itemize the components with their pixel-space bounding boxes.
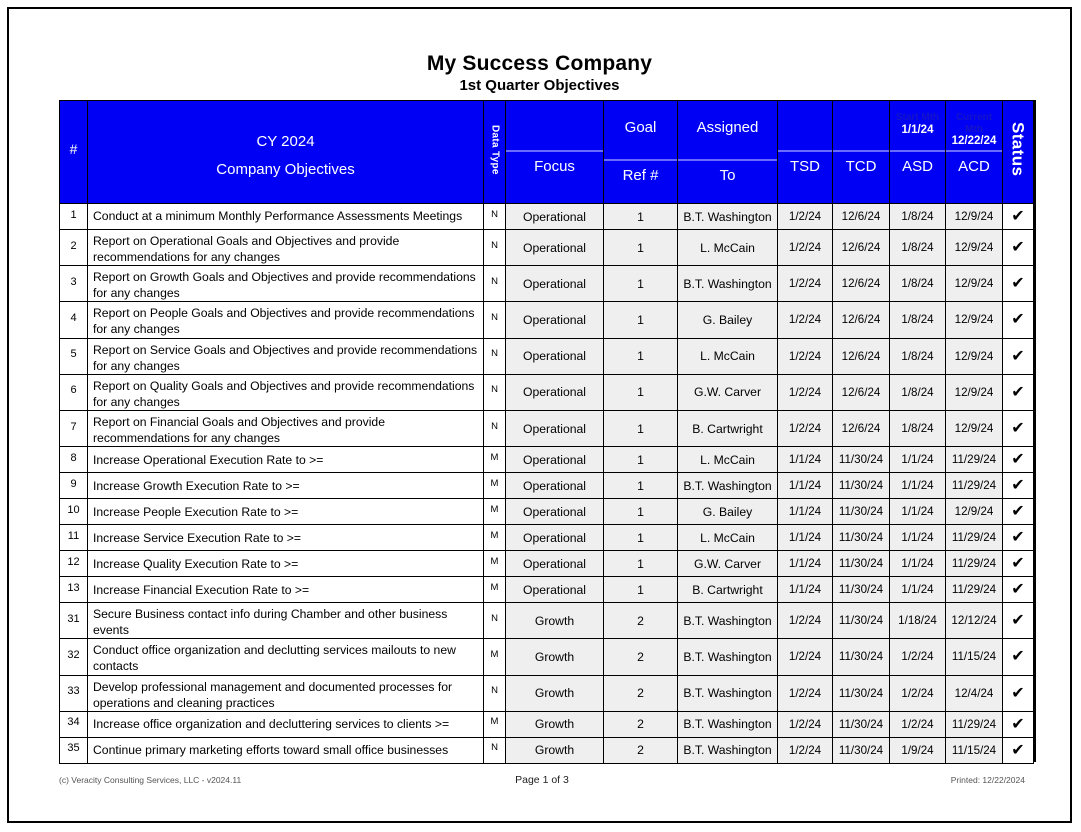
row-data-type: N [484,204,506,230]
row-status-check-icon[interactable]: ✔ [1003,473,1034,499]
document-titles [9,9,1070,94]
col-header-status-label: Status [1008,122,1028,177]
header-row [60,101,1034,204]
row-tcd: 12/6/24 [833,338,890,374]
row-asd: 1/9/24 [890,737,946,763]
table-row[interactable] [60,302,1034,338]
col-header-goal-label: Ref # [604,160,677,203]
table-row[interactable] [60,230,1034,266]
row-status-check-icon[interactable]: ✔ [1003,204,1034,230]
row-asd: 1/8/24 [890,266,946,302]
row-goal-ref: 1 [604,525,678,551]
row-acd: 12/9/24 [946,230,1003,266]
row-acd: 12/9/24 [946,499,1003,525]
row-goal-ref: 2 [604,737,678,763]
objectives-table-wrap [59,100,1028,764]
row-number: 10 [60,499,88,525]
col-header-status [1003,101,1034,204]
row-goal-ref: 2 [604,675,678,711]
row-objective: Report on Quality Goals and Objectives and provide recommendations for any changes [88,374,484,410]
row-acd: 12/9/24 [946,204,1003,230]
row-assigned-to: B.T. Washington [678,639,778,675]
row-data-type: M [484,473,506,499]
row-assigned-to: G. Bailey [678,499,778,525]
row-asd: 1/1/24 [890,577,946,603]
row-goal-ref: 1 [604,551,678,577]
row-status-check-icon[interactable]: ✔ [1003,410,1034,446]
row-focus: Growth [506,675,604,711]
row-tsd: 1/2/24 [778,711,833,737]
row-objective: Increase Service Execution Rate to >= [88,525,484,551]
row-tcd: 11/30/24 [833,447,890,473]
row-asd: 1/1/24 [890,447,946,473]
row-tcd: 12/6/24 [833,374,890,410]
row-number: 11 [60,525,88,551]
row-status-check-icon[interactable]: ✔ [1003,603,1034,639]
current-month-label: Current Mth [955,112,993,135]
row-assigned-to: B. Cartwright [678,410,778,446]
row-asd: 1/8/24 [890,374,946,410]
row-focus: Growth [506,603,604,639]
row-objective: Increase office organization and decluttering services to clients >= [88,711,484,737]
col-header-tcd-top [833,110,889,151]
table-row[interactable] [60,675,1034,711]
row-tsd: 1/2/24 [778,338,833,374]
row-data-type: N [484,675,506,711]
row-goal-ref: 1 [604,499,678,525]
row-number: 7 [60,410,88,446]
table-row[interactable] [60,711,1034,737]
row-goal-ref: 1 [604,447,678,473]
row-focus: Operational [506,338,604,374]
row-tcd: 12/6/24 [833,302,890,338]
row-acd: 12/4/24 [946,675,1003,711]
row-goal-ref: 1 [604,266,678,302]
start-month-date: 1/1/24 [901,123,934,136]
row-acd: 11/29/24 [946,551,1003,577]
row-acd: 11/29/24 [946,711,1003,737]
col-header-acd-top [946,110,1002,151]
row-number: 35 [60,737,88,763]
row-number: 13 [60,577,88,603]
row-asd: 1/18/24 [890,603,946,639]
row-goal-ref: 1 [604,473,678,499]
row-focus: Growth [506,737,604,763]
col-header-acd-label: ACD [946,151,1002,194]
row-tsd: 1/1/24 [778,577,833,603]
col-header-tcd-label: TCD [833,151,889,194]
row-acd: 12/9/24 [946,266,1003,302]
row-data-type: M [484,499,506,525]
row-data-type: N [484,266,506,302]
col-header-tsd [778,101,833,204]
col-header-number: # [60,101,88,204]
row-tsd: 1/2/24 [778,302,833,338]
footer-page-number: Page 1 of 3 [515,774,569,786]
row-tcd: 11/30/24 [833,551,890,577]
col-header-goal [604,101,678,204]
row-objective: Conduct at a minimum Monthly Performance Assessments Meetings [88,204,484,230]
row-asd: 1/8/24 [890,410,946,446]
row-assigned-to: B.T. Washington [678,711,778,737]
row-asd: 1/8/24 [890,204,946,230]
row-data-type: N [484,230,506,266]
row-data-type: M [484,447,506,473]
row-number: 1 [60,204,88,230]
row-acd: 12/9/24 [946,374,1003,410]
row-objective: Conduct office organization and declutting services mailouts to new contacts [88,639,484,675]
row-asd: 1/8/24 [890,338,946,374]
row-status-check-icon[interactable]: ✔ [1003,525,1034,551]
row-tcd: 11/30/24 [833,675,890,711]
row-asd: 1/1/24 [890,499,946,525]
row-status-check-icon[interactable]: ✔ [1003,737,1034,763]
row-objective: Report on Financial Goals and Objectives and provide recommendations for any changes [88,410,484,446]
page-sheet [7,7,1072,823]
col-header-objectives [88,101,484,204]
row-objective: Increase Quality Execution Rate to >= [88,551,484,577]
row-focus: Operational [506,499,604,525]
row-tcd: 11/30/24 [833,639,890,675]
row-tsd: 1/1/24 [778,447,833,473]
row-assigned-to: B.T. Washington [678,603,778,639]
row-goal-ref: 1 [604,302,678,338]
col-header-goal-top: Goal [604,101,677,160]
row-number: 31 [60,603,88,639]
row-number: 32 [60,639,88,675]
col-header-asd [890,101,946,204]
row-assigned-to: B.T. Washington [678,266,778,302]
row-focus: Operational [506,410,604,446]
row-goal-ref: 2 [604,603,678,639]
row-tcd: 11/30/24 [833,603,890,639]
row-tcd: 11/30/24 [833,711,890,737]
row-asd: 1/2/24 [890,711,946,737]
col-header-focus-label: Focus [506,151,603,194]
col-header-assigned [678,101,778,204]
row-status-check-icon[interactable]: ✔ [1003,499,1034,525]
row-data-type: M [484,711,506,737]
footer-printed-date: Printed: 12/22/2024 [950,775,1025,785]
table-row[interactable] [60,639,1034,675]
row-goal-ref: 1 [604,230,678,266]
col-header-focus [506,101,604,204]
row-tsd: 1/2/24 [778,737,833,763]
table-row[interactable] [60,577,1034,603]
page-footer [59,774,1025,786]
row-data-type: N [484,603,506,639]
row-status-check-icon[interactable]: ✔ [1003,338,1034,374]
row-focus: Operational [506,551,604,577]
row-asd: 1/2/24 [890,639,946,675]
row-objective: Increase Financial Execution Rate to >= [88,577,484,603]
row-assigned-to: L. McCain [678,447,778,473]
row-acd: 11/15/24 [946,639,1003,675]
row-objective: Develop professional management and documented processes for operations and cleaning practices [88,675,484,711]
row-tcd: 11/30/24 [833,737,890,763]
row-focus: Growth [506,639,604,675]
row-assigned-to: B.T. Washington [678,675,778,711]
row-status-check-icon[interactable]: ✔ [1003,230,1034,266]
row-focus: Operational [506,447,604,473]
table-row[interactable] [60,204,1034,230]
row-number: 34 [60,711,88,737]
row-asd: 1/1/24 [890,551,946,577]
table-row[interactable] [60,410,1034,446]
start-month-label: Start Mth [895,112,940,123]
col-header-data-type-label: Data Type [489,124,501,175]
row-acd: 11/29/24 [946,577,1003,603]
row-tsd: 1/2/24 [778,603,833,639]
row-tcd: 12/6/24 [833,266,890,302]
row-number: 4 [60,302,88,338]
row-goal-ref: 1 [604,374,678,410]
row-acd: 12/9/24 [946,410,1003,446]
row-asd: 1/8/24 [890,230,946,266]
col-header-cy-year: CY 2024 [256,132,315,150]
current-month-date: 12/22/24 [951,135,997,147]
col-header-acd [946,101,1003,204]
row-goal-ref: 1 [604,577,678,603]
row-tcd: 12/6/24 [833,410,890,446]
row-number: 2 [60,230,88,266]
col-header-data-type [484,101,506,204]
col-header-tsd-label: TSD [778,151,832,194]
table-body [60,204,1034,764]
table-row[interactable] [60,447,1034,473]
row-data-type: N [484,302,506,338]
row-objective: Report on Growth Goals and Objectives and provide recommendations for any changes [88,266,484,302]
row-data-type: M [484,525,506,551]
row-acd: 12/9/24 [946,302,1003,338]
col-header-tsd-top [778,110,832,151]
table-row[interactable] [60,374,1034,410]
row-status-check-icon[interactable]: ✔ [1003,711,1034,737]
row-data-type: N [484,374,506,410]
row-goal-ref: 2 [604,711,678,737]
row-focus: Growth [506,711,604,737]
row-status-check-icon[interactable]: ✔ [1003,447,1034,473]
row-assigned-to: G.W. Carver [678,551,778,577]
col-header-assigned-label: To [678,160,777,203]
row-tcd: 12/6/24 [833,204,890,230]
row-focus: Operational [506,230,604,266]
row-objective: Continue primary marketing efforts toward small office businesses [88,737,484,763]
col-header-focus-top [506,110,603,151]
row-goal-ref: 1 [604,338,678,374]
row-number: 8 [60,447,88,473]
row-assigned-to: L. McCain [678,230,778,266]
row-status-check-icon[interactable]: ✔ [1003,577,1034,603]
row-tsd: 1/1/24 [778,551,833,577]
table-row[interactable] [60,499,1034,525]
row-status-check-icon[interactable]: ✔ [1003,675,1034,711]
row-asd: 1/1/24 [890,473,946,499]
row-assigned-to: L. McCain [678,525,778,551]
row-objective: Increase Operational Execution Rate to >= [88,447,484,473]
table-row[interactable] [60,737,1034,763]
table-row[interactable] [60,603,1034,639]
row-tcd: 11/30/24 [833,577,890,603]
row-assigned-to: B.T. Washington [678,204,778,230]
page-title: My Success Company [426,52,653,75]
row-focus: Operational [506,302,604,338]
row-tcd: 11/30/24 [833,525,890,551]
row-assigned-to: B. Cartwright [678,577,778,603]
footer-copyright: (c) Veracity Consulting Services, LLC - v2024.11 [59,775,242,785]
row-objective: Increase People Execution Rate to >= [88,499,484,525]
row-assigned-to: L. McCain [678,338,778,374]
row-tsd: 1/2/24 [778,410,833,446]
table-row[interactable] [60,473,1034,499]
row-asd: 1/8/24 [890,302,946,338]
row-acd: 11/29/24 [946,525,1003,551]
page-subtitle: 1st Quarter Objectives [459,77,620,95]
col-header-assigned-top: Assigned [678,101,777,160]
row-goal-ref: 2 [604,639,678,675]
table-row[interactable] [60,525,1034,551]
row-number: 3 [60,266,88,302]
row-acd: 11/29/24 [946,473,1003,499]
row-tsd: 1/2/24 [778,639,833,675]
row-acd: 12/9/24 [946,338,1003,374]
row-tsd: 1/1/24 [778,473,833,499]
table-row[interactable] [60,266,1034,302]
row-tsd: 1/2/24 [778,675,833,711]
row-status-check-icon[interactable]: ✔ [1003,302,1034,338]
row-data-type: M [484,577,506,603]
row-number: 12 [60,551,88,577]
col-header-tcd [833,101,890,204]
table-header [60,101,1034,204]
row-tsd: 1/2/24 [778,266,833,302]
row-asd: 1/1/24 [890,525,946,551]
row-data-type: N [484,338,506,374]
row-assigned-to: B.T. Washington [678,473,778,499]
row-focus: Operational [506,525,604,551]
row-tcd: 11/30/24 [833,499,890,525]
row-assigned-to: B.T. Washington [678,737,778,763]
row-tsd: 1/2/24 [778,374,833,410]
row-number: 5 [60,338,88,374]
row-status-check-icon[interactable]: ✔ [1003,374,1034,410]
row-tcd: 11/30/24 [833,473,890,499]
row-focus: Operational [506,204,604,230]
row-objective: Report on Operational Goals and Objectives and provide recommendations for any changes [88,230,484,266]
row-data-type: M [484,639,506,675]
row-status-check-icon[interactable]: ✔ [1003,266,1034,302]
row-asd: 1/2/24 [890,675,946,711]
row-focus: Operational [506,266,604,302]
col-header-asd-top [890,110,945,151]
row-tsd: 1/1/24 [778,499,833,525]
row-tsd: 1/1/24 [778,525,833,551]
row-assigned-to: G.W. Carver [678,374,778,410]
row-acd: 11/29/24 [946,447,1003,473]
table-row[interactable] [60,338,1034,374]
row-status-check-icon[interactable]: ✔ [1003,551,1034,577]
row-tsd: 1/2/24 [778,230,833,266]
row-number: 6 [60,374,88,410]
col-header-company-objectives: Company Objectives [216,161,355,178]
row-focus: Operational [506,473,604,499]
row-objective: Report on People Goals and Objectives and provide recommendations for any changes [88,302,484,338]
row-focus: Operational [506,374,604,410]
col-header-asd-label: ASD [890,151,945,194]
table-row[interactable] [60,551,1034,577]
objectives-table [59,100,1034,764]
row-tsd: 1/2/24 [778,204,833,230]
row-objective: Secure Business contact info during Chamber and other business events [88,603,484,639]
row-assigned-to: G. Bailey [678,302,778,338]
row-data-type: N [484,737,506,763]
row-acd: 12/12/24 [946,603,1003,639]
row-tcd: 12/6/24 [833,230,890,266]
row-acd: 11/15/24 [946,737,1003,763]
row-number: 9 [60,473,88,499]
row-objective: Report on Service Goals and Objectives and provide recommendations for any changes [88,338,484,374]
row-data-type: N [484,410,506,446]
row-goal-ref: 1 [604,410,678,446]
row-focus: Operational [506,577,604,603]
row-goal-ref: 1 [604,204,678,230]
row-number: 33 [60,675,88,711]
row-status-check-icon[interactable]: ✔ [1003,639,1034,675]
row-data-type: M [484,551,506,577]
row-objective: Increase Growth Execution Rate to >= [88,473,484,499]
